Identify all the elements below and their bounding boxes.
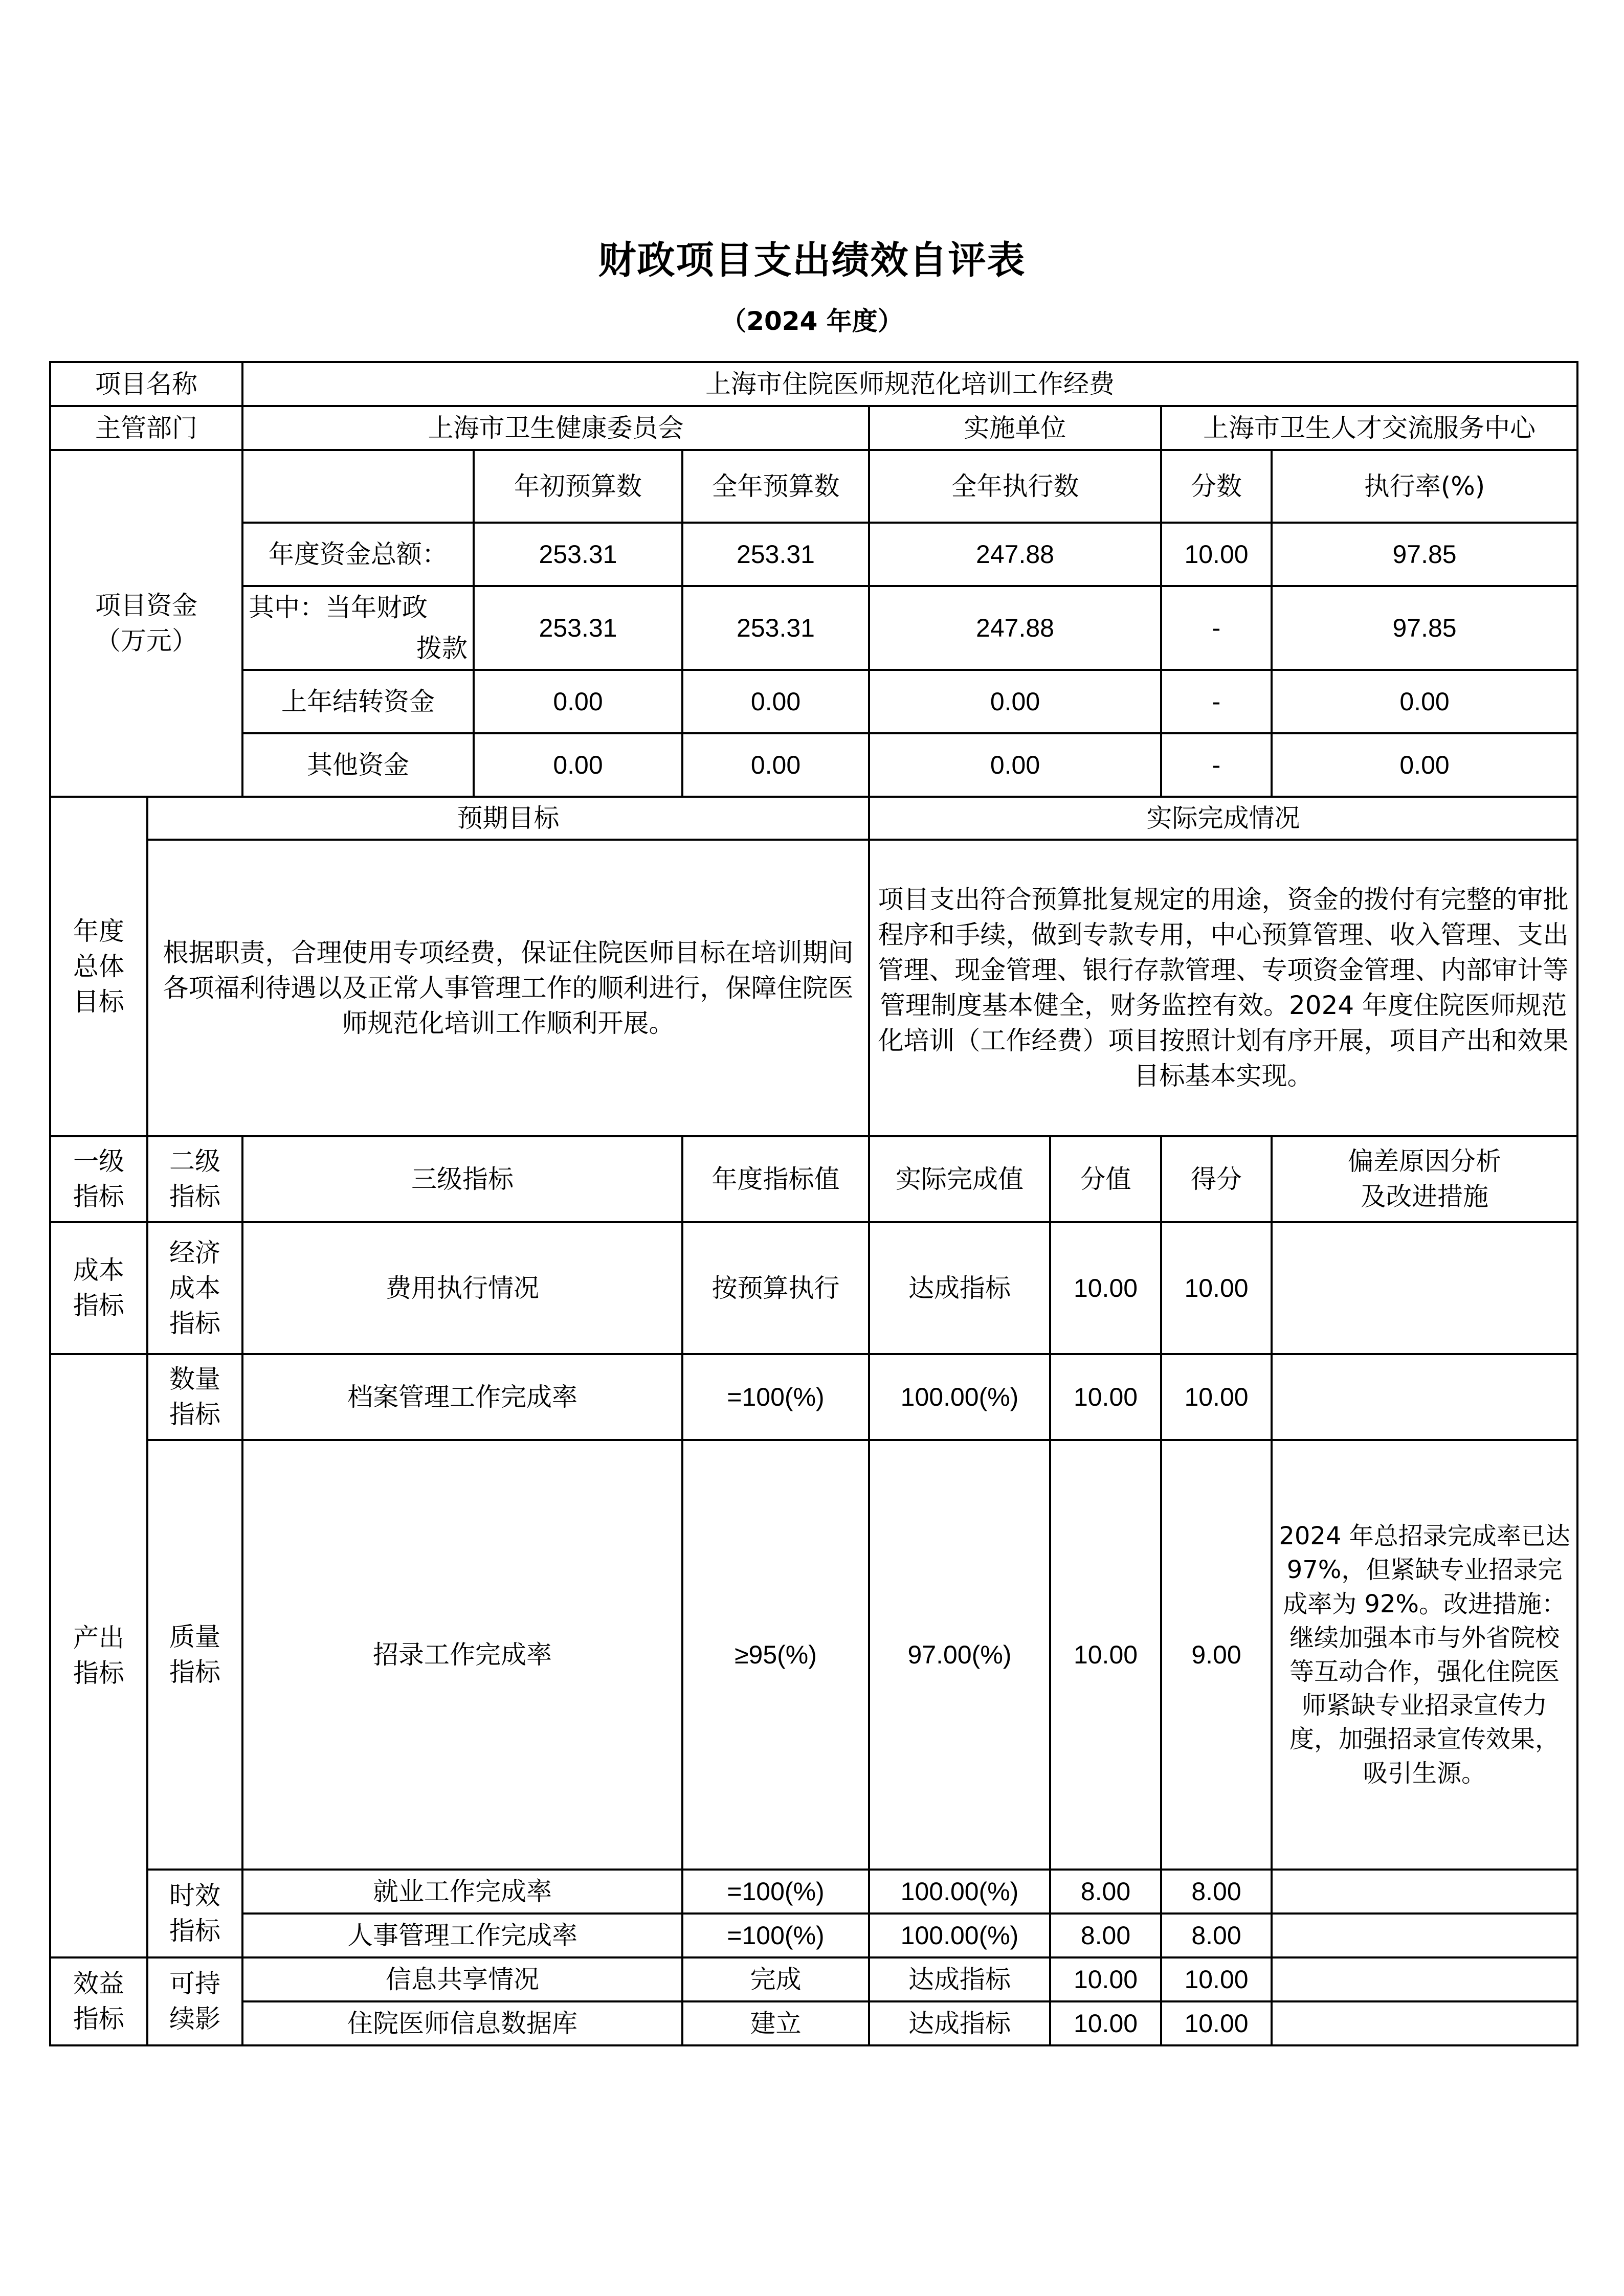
funds-row-label-line2: 拨款 (416, 634, 468, 663)
funds-row (50, 733, 1577, 797)
project-name-label: 项目名称 (50, 362, 242, 406)
funds-cell: - (1161, 586, 1272, 670)
indicator-target: =100(%) (682, 1354, 869, 1440)
funds-cell: 0.00 (869, 733, 1161, 797)
funds-header: 全年预算数 (682, 450, 869, 523)
indicator-note (1272, 2001, 1577, 2045)
funds-cell: 0.00 (682, 733, 869, 797)
funds-header: 年初预算数 (474, 450, 682, 523)
quantity-level2-line: 指标 (169, 1400, 220, 1429)
benefit-level1-line: 效益 (73, 1969, 124, 1998)
funds-cell: - (1161, 670, 1272, 733)
cost-level1-line: 成本 (73, 1255, 124, 1285)
funds-row-label-line1: 其中：当年财政 (249, 593, 428, 622)
indicator-target: ≥95(%) (682, 1440, 869, 1870)
level3-header: 三级指标 (242, 1136, 682, 1222)
indicator-name: 档案管理工作完成率 (242, 1354, 682, 1440)
funds-row (50, 586, 1577, 670)
funds-cell: 0.00 (869, 670, 1161, 733)
score-header: 得分 (1161, 1136, 1272, 1222)
document-title: 财政项目支出绩效自评表 (598, 238, 1026, 282)
funds-label (50, 450, 242, 797)
cost-level2-line: 经济 (169, 1237, 220, 1268)
cost-level1 (50, 1222, 147, 1354)
funds-label-line2: （万元） (95, 626, 197, 656)
annual-goals-label-line: 年度 (73, 916, 124, 946)
funds-header: 执行率(%) (1272, 450, 1577, 523)
indicator-actual: 100.00(%) (869, 1914, 1050, 1957)
quality-level2-line: 质量 (169, 1622, 220, 1652)
funds-row (50, 523, 1577, 586)
indicator-note: 2024 年总招录完成率已达 97%，但紧缺专业招录完成率为 92%。改进措施：继续加强本市与外省院校等互动合作，强化住院医师紧缺专业招录宣传力度，加强招录宣传效果，吸引生源。 (1272, 1440, 1577, 1870)
indicator-name: 费用执行情况 (242, 1222, 682, 1354)
indicator-value: 10.00 (1050, 1354, 1161, 1440)
timeliness-level2-line: 指标 (169, 1916, 220, 1946)
level1-header (50, 1136, 147, 1222)
department-label: 主管部门 (50, 406, 242, 450)
quantity-level2-line: 数量 (169, 1364, 220, 1394)
quality-level2 (147, 1440, 242, 1870)
indicator-score: 8.00 (1161, 1914, 1272, 1957)
indicator-actual: 达成指标 (869, 1222, 1050, 1354)
indicator-score: 10.00 (1161, 1222, 1272, 1354)
timeliness-level2-line: 时效 (169, 1881, 220, 1910)
performance-table (49, 361, 1578, 2046)
score-value-header: 分值 (1050, 1136, 1161, 1222)
analysis-header-line: 及改进措施 (1361, 1182, 1489, 1211)
funds-cell: 0.00 (1272, 670, 1577, 733)
indicator-value: 8.00 (1050, 1870, 1161, 1914)
indicator-actual: 达成指标 (869, 1957, 1050, 2001)
department-row (50, 406, 1577, 450)
indicator-actual: 100.00(%) (869, 1870, 1050, 1914)
funds-cell: 97.85 (1272, 586, 1577, 670)
funds-cell: 247.88 (869, 586, 1161, 670)
indicator-score: 9.00 (1161, 1440, 1272, 1870)
cost-level2 (147, 1222, 242, 1354)
indicator-score: 10.00 (1161, 2001, 1272, 2045)
indicator-header-row (50, 1136, 1577, 1222)
indicator-row (50, 1440, 1577, 1870)
funds-row-label: 上年结转资金 (242, 670, 474, 733)
indicator-score: 8.00 (1161, 1870, 1272, 1914)
indicator-name: 人事管理工作完成率 (242, 1914, 682, 1957)
funds-cell: 0.00 (474, 733, 682, 797)
funds-header-blank (242, 450, 474, 523)
indicator-target: 按预算执行 (682, 1222, 869, 1354)
indicator-actual: 达成指标 (869, 2001, 1050, 2045)
indicator-row (50, 1957, 1577, 2001)
goals-header-row (50, 797, 1577, 840)
indicator-name: 就业工作完成率 (242, 1870, 682, 1914)
quantity-level2 (147, 1354, 242, 1440)
indicator-value: 10.00 (1050, 2001, 1161, 2045)
funds-cell: 10.00 (1161, 523, 1272, 586)
department-value: 上海市卫生健康委员会 (242, 406, 869, 450)
actual-value-header: 实际完成值 (869, 1136, 1050, 1222)
level1-header-line: 一级 (73, 1146, 124, 1176)
expected-goals-header: 预期目标 (147, 797, 869, 840)
indicator-value: 10.00 (1050, 1222, 1161, 1354)
document-year: （2024 年度） (721, 306, 903, 336)
indicator-target: 完成 (682, 1957, 869, 2001)
funds-row-label (242, 586, 474, 670)
indicator-note (1272, 1354, 1577, 1440)
indicator-note (1272, 1957, 1577, 2001)
project-name-row (50, 362, 1577, 406)
funds-header: 分数 (1161, 450, 1272, 523)
timeliness-level2 (147, 1870, 242, 1957)
benefit-level2-line: 续影 (169, 2004, 220, 2034)
quality-level2-line: 指标 (169, 1657, 220, 1687)
cost-level2-line: 成本 (169, 1273, 220, 1303)
funds-cell: 0.00 (1272, 733, 1577, 797)
indicator-note (1272, 1914, 1577, 1957)
annual-goals-label-line: 目标 (73, 986, 124, 1017)
goals-content-row (50, 840, 1577, 1136)
indicator-actual: 97.00(%) (869, 1440, 1050, 1870)
indicator-actual: 100.00(%) (869, 1354, 1050, 1440)
output-level1 (50, 1354, 147, 1957)
analysis-header-line: 偏差原因分析 (1348, 1146, 1502, 1176)
target-header: 年度指标值 (682, 1136, 869, 1222)
indicator-score: 10.00 (1161, 1354, 1272, 1440)
indicator-row (50, 1222, 1577, 1354)
level2-header-line: 二级 (169, 1146, 220, 1176)
expected-goals-text: 根据职责，合理使用专项经费，保证住院医师目标在培训期间各项福利待遇以及正常人事管理工作的顺利进行，保障住院医师规范化培训工作顺利开展。 (147, 840, 869, 1136)
indicator-name: 信息共享情况 (242, 1957, 682, 2001)
funds-row-label: 年度资金总额： (242, 523, 474, 586)
indicator-row (50, 1870, 1577, 1914)
actual-completion-text: 项目支出符合预算批复规定的用途，资金的拨付有完整的审批程序和手续，做到专款专用，中心预算管理、收入管理、支出管理、现金管理、银行存款管理、专项资金管理、内部审计等管理制度基本健全，财务监控有效。2024 年度住院医师规范化培训（工作经费）项目按照计划有序开展，项目产出和效果目标基本实现。 (869, 840, 1577, 1136)
indicator-row (50, 1354, 1577, 1440)
level2-header-line: 指标 (169, 1182, 220, 1211)
indicator-value: 10.00 (1050, 1957, 1161, 2001)
indicator-value: 8.00 (1050, 1914, 1161, 1957)
benefit-level2-line: 可持 (169, 1969, 220, 1998)
indicator-score: 10.00 (1161, 1957, 1272, 2001)
funds-cell: 253.31 (474, 523, 682, 586)
indicator-row (50, 1914, 1577, 1957)
funds-cell: 0.00 (474, 670, 682, 733)
implementing-unit-value: 上海市卫生人才交流服务中心 (1161, 406, 1577, 450)
indicator-note (1272, 1222, 1577, 1354)
output-level1-line: 指标 (73, 1658, 124, 1688)
funds-cell: - (1161, 733, 1272, 797)
indicator-name: 住院医师信息数据库 (242, 2001, 682, 2045)
funds-header-row (50, 450, 1577, 523)
indicator-target: =100(%) (682, 1914, 869, 1957)
output-level1-line: 产出 (73, 1623, 124, 1653)
funds-row (50, 670, 1577, 733)
implementing-unit-label: 实施单位 (869, 406, 1161, 450)
annual-goals-label-line: 总体 (73, 951, 124, 981)
cost-level2-line: 指标 (169, 1308, 220, 1338)
funds-cell: 97.85 (1272, 523, 1577, 586)
funds-header: 全年执行数 (869, 450, 1161, 523)
project-name-value: 上海市住院医师规范化培训工作经费 (242, 362, 1577, 406)
funds-label-line1: 项目资金 (95, 591, 197, 620)
benefit-level1 (50, 1957, 147, 2045)
level1-header-line: 指标 (73, 1182, 124, 1211)
actual-completion-header: 实际完成情况 (869, 797, 1577, 840)
benefit-level2 (147, 1957, 242, 2045)
funds-cell: 247.88 (869, 523, 1161, 586)
funds-cell: 253.31 (682, 586, 869, 670)
funds-cell: 253.31 (682, 523, 869, 586)
benefit-level1-line: 指标 (73, 2004, 124, 2034)
funds-cell: 253.31 (474, 586, 682, 670)
level2-header (147, 1136, 242, 1222)
indicator-target: =100(%) (682, 1870, 869, 1914)
indicator-row (50, 2001, 1577, 2045)
indicator-target: 建立 (682, 2001, 869, 2045)
funds-cell: 0.00 (682, 670, 869, 733)
annual-goals-label (50, 797, 147, 1136)
indicator-name: 招录工作完成率 (242, 1440, 682, 1870)
funds-row-label: 其他资金 (242, 733, 474, 797)
indicator-value: 10.00 (1050, 1440, 1161, 1870)
analysis-header (1272, 1136, 1577, 1222)
indicator-note (1272, 1870, 1577, 1914)
cost-level1-line: 指标 (73, 1291, 124, 1320)
